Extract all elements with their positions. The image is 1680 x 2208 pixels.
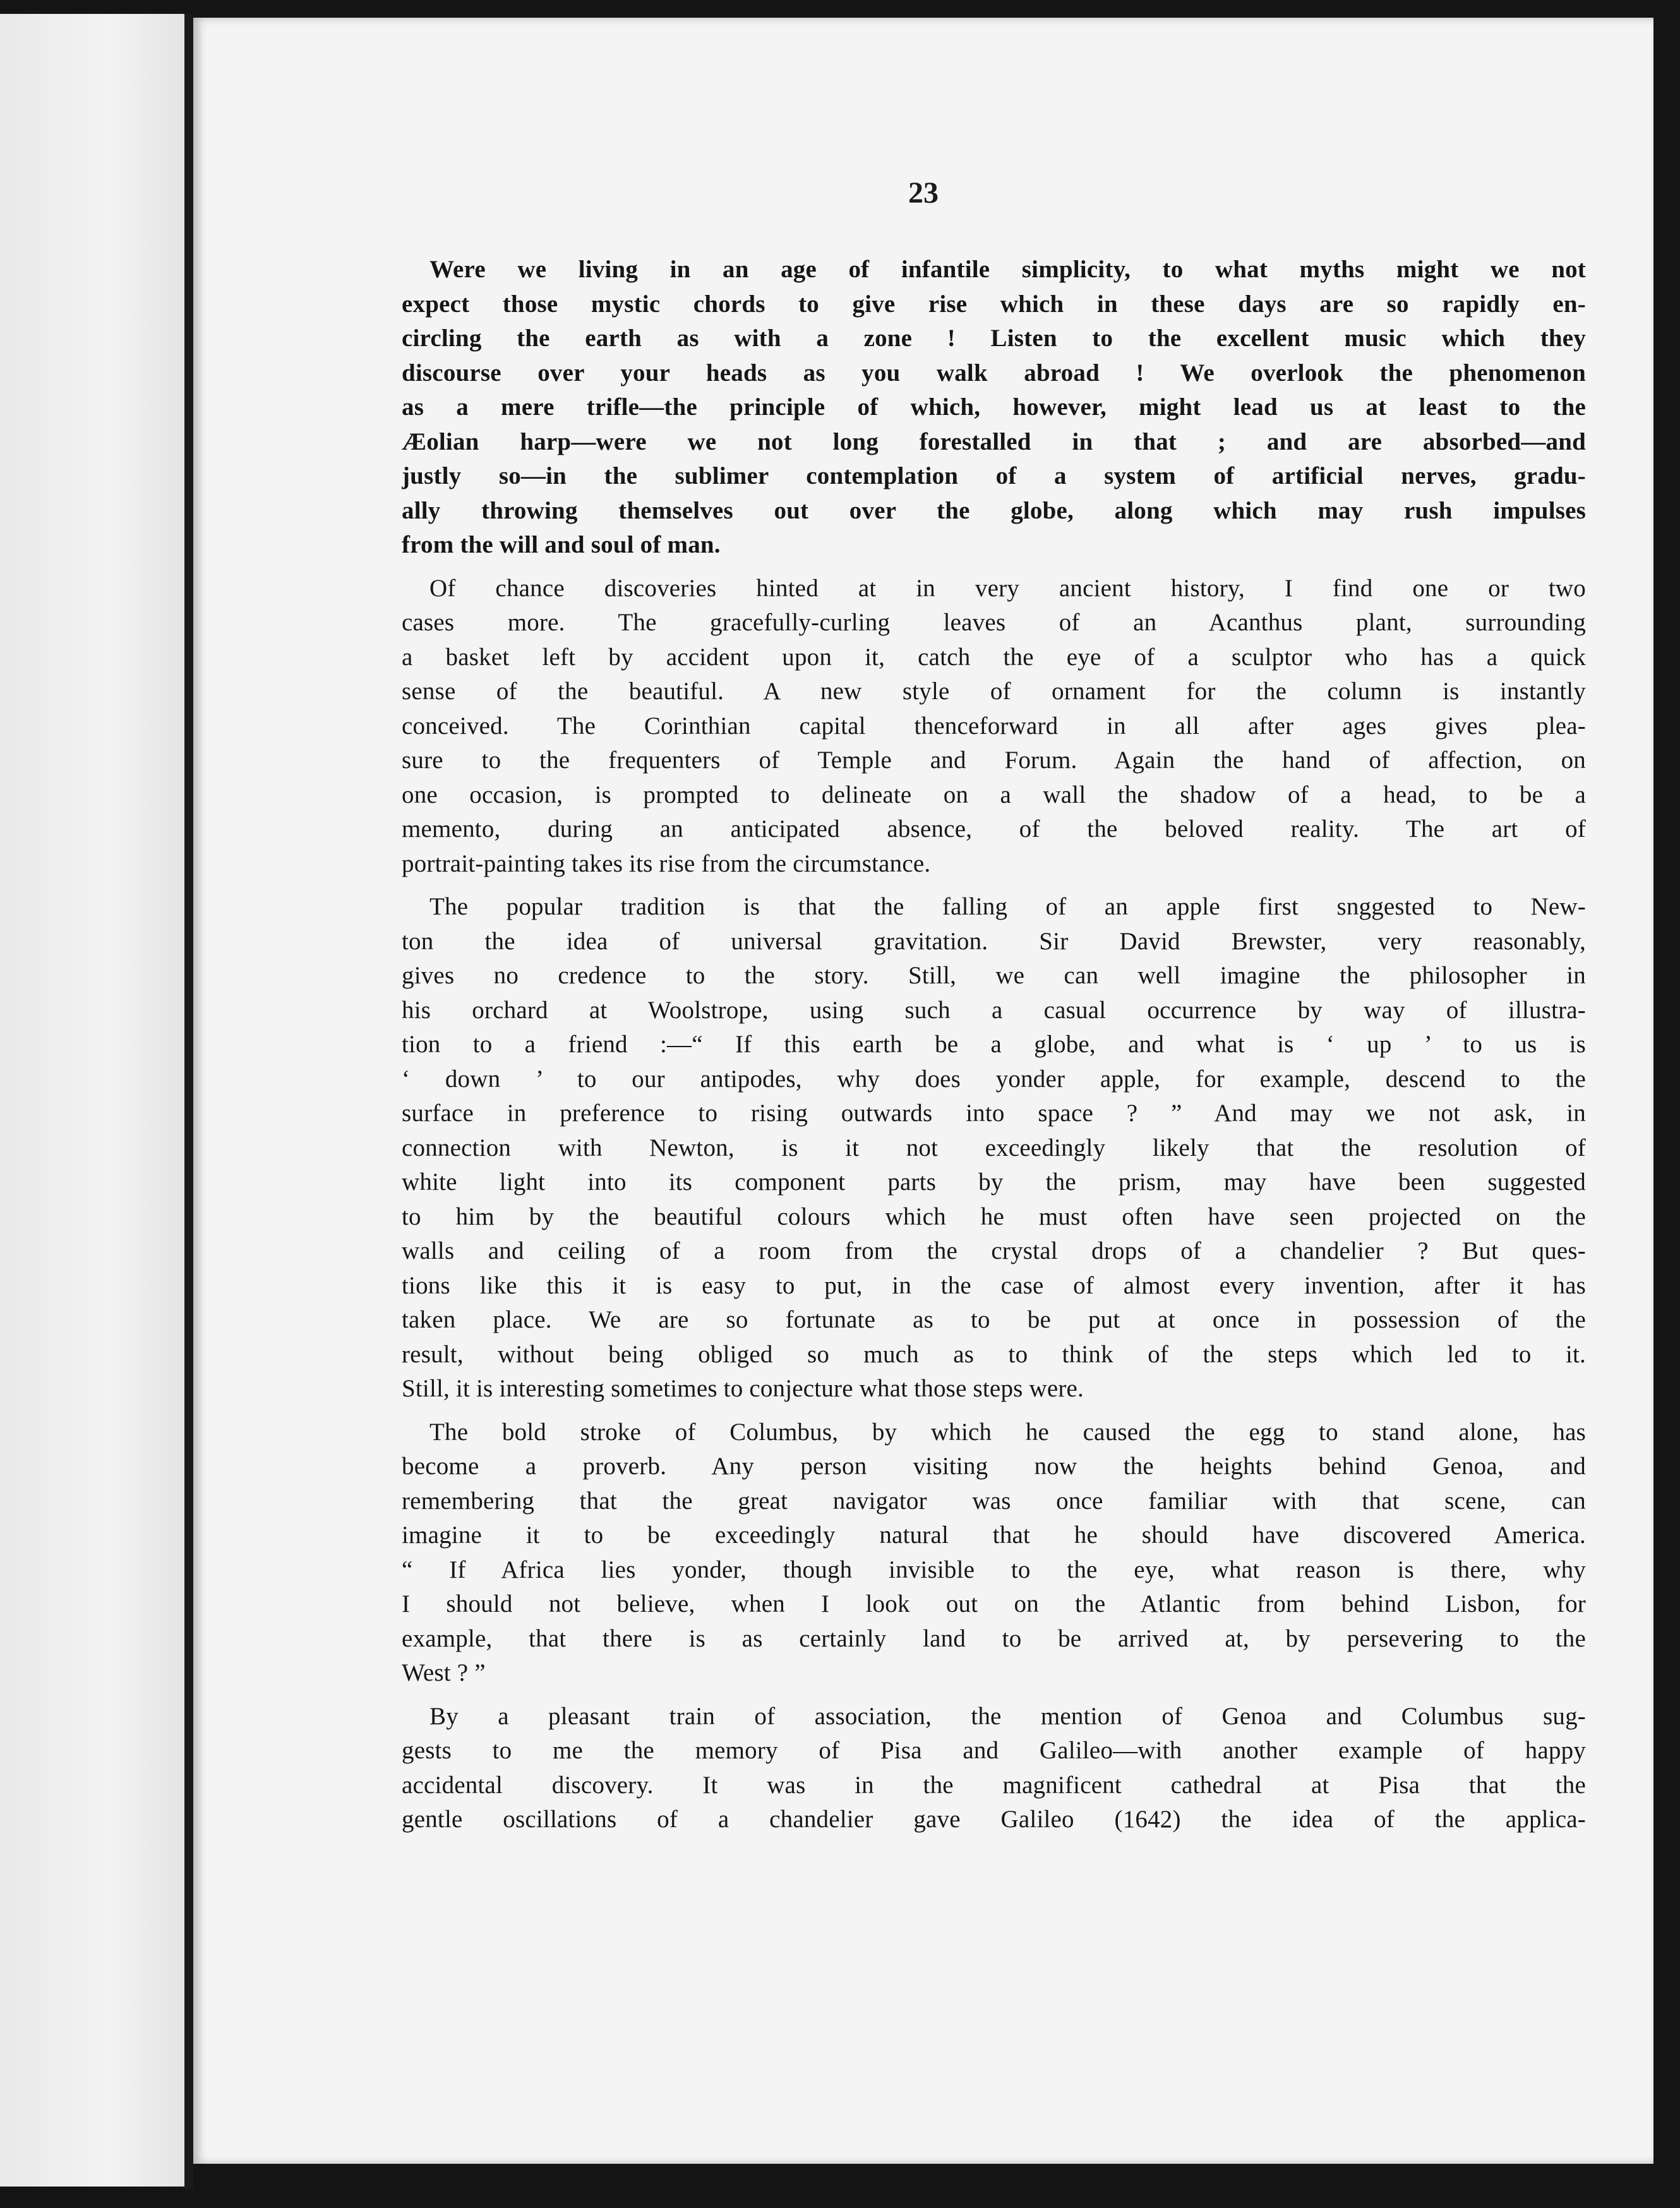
text-line: from the will and soul of man. <box>402 531 721 558</box>
book-page <box>193 18 1653 2164</box>
text-line: Of chance discoveries hinted at in very ancient history, I find one or two <box>429 574 1586 602</box>
text-line: By a pleasant train of association, the mention of Genoa and Columbus sug- <box>429 1702 1586 1730</box>
text-line: “ If Africa lies yonder, though invisible to the eye, what reason is there, why <box>402 1556 1586 1583</box>
text-line: gests to me the memory of Pisa and Galileo—with another example of happy <box>402 1737 1586 1764</box>
page-number: 23 <box>908 176 939 210</box>
text-line: connection with Newton, is it not exceedingly likely that the resolution of <box>402 1134 1586 1161</box>
text-line: justly so—in the sublimer contemplation of a system of artificial nerves, gradu- <box>402 462 1586 489</box>
text-line: as a mere trifle—the principle of which, however, might lead us at least to the <box>402 393 1586 421</box>
paragraph-1 <box>402 253 1586 563</box>
text-line: ally throwing themselves out over the globe, along which may rush impulses <box>402 496 1586 524</box>
text-line: ‘ down ’ to our antipodes, why does yonder apple, for example, descend to the <box>402 1065 1586 1093</box>
text-line: become a proverb. Any person visiting now the heights behind Genoa, and <box>402 1453 1586 1480</box>
text-line: remembering that the great navigator was once familiar with that scene, can <box>402 1487 1586 1515</box>
text-line: result, without being obliged so much as to think of the steps which led to it. <box>402 1340 1586 1368</box>
text-line: imagine it to be exceedingly natural that he should have discovered America. <box>402 1521 1586 1549</box>
text-line: sense of the beautiful. A new style of ornament for the column is instantly <box>402 678 1586 705</box>
text-line: The popular tradition is that the falling of an apple first snggested to New- <box>429 893 1586 920</box>
text-line: portrait-painting takes its rise from the circumstance. <box>402 849 931 877</box>
text-line: West ? ” <box>402 1659 486 1686</box>
text-line: walls and ceiling of a room from the crystal drops of a chandelier ? But ques- <box>402 1237 1586 1264</box>
text-line: ton the idea of universal gravitation. Sir David Brewster, very reasonably, <box>402 927 1586 955</box>
text-line: memento, during an anticipated absence, of the beloved reality. The art of <box>402 815 1586 843</box>
paragraph-5 <box>402 1700 1586 1837</box>
text-line: cases more. The gracefully-curling leaves of an Acanthus plant, surrounding <box>402 609 1586 636</box>
text-line: Æolian harp—were we not long forestalled in that ; and are absorbed—and <box>402 428 1586 455</box>
text-line: expect those mystic chords to give rise which in these days are so rapidly en- <box>402 290 1586 318</box>
text-line: accidental discovery. It was in the magnificent cathedral at Pisa that the <box>402 1771 1586 1799</box>
text-line: taken place. We are so fortunate as to be put at once in possession of the <box>402 1306 1586 1333</box>
text-line: I should not believe, when I look out on the Atlantic from behind Lisbon, for <box>402 1590 1586 1617</box>
body-text <box>402 253 1586 1846</box>
text-line: white light into its component parts by the prism, may have been suggested <box>402 1168 1586 1196</box>
text-line: tion to a friend :—“ If this earth be a globe, and what is ‘ up ’ to us is <box>402 1031 1586 1058</box>
text-line: gentle oscillations of a chandelier gave Galileo (1642) the idea of the applica- <box>402 1806 1586 1833</box>
text-line: gives no credence to the story. Still, we can well imagine the philosopher in <box>402 962 1586 989</box>
text-line: conceived. The Corinthian capital thenceforward in all after ages gives plea- <box>402 712 1586 740</box>
text-line: his orchard at Woolstrope, using such a casual occurrence by way of illustra- <box>402 996 1586 1024</box>
text-line: The bold stroke of Columbus, by which he caused the egg to stand alone, has <box>429 1418 1586 1446</box>
text-line: sure to the frequenters of Temple and Forum. Again the hand of affection, on <box>402 747 1586 774</box>
text-line: Were we living in an age of infantile simplicity, to what myths might we not <box>429 256 1586 283</box>
text-line: tions like this it is easy to put, in the case of almost every invention, after it has <box>402 1271 1586 1299</box>
text-line: one occasion, is prompted to delineate on a wall the shadow of a head, to be a <box>402 781 1586 808</box>
paragraph-4 <box>402 1415 1586 1691</box>
text-line: discourse over your heads as you walk abroad ! We overlook the phenomenon <box>402 359 1586 387</box>
text-line: to him by the beautiful colours which he must often have seen projected on the <box>402 1203 1586 1230</box>
book-gutter <box>184 14 193 2190</box>
paragraph-2 <box>402 572 1586 882</box>
text-line: example, that there is as certainly land to be arrived at, by persevering to the <box>402 1624 1586 1652</box>
previous-page-leaf <box>0 14 184 2187</box>
text-line: circling the earth as with a zone ! Listen to the excellent music which they <box>402 325 1586 352</box>
text-line: surface in preference to rising outwards into space ? ” And may we not ask, in <box>402 1100 1586 1127</box>
page-bottom-edge <box>193 2164 1653 2208</box>
text-line: Still, it is interesting sometimes to conjecture what those steps were. <box>402 1375 1084 1402</box>
text-line: a basket left by accident upon it, catch the eye of a sculptor who has a quick <box>402 643 1586 671</box>
paragraph-3 <box>402 890 1586 1407</box>
